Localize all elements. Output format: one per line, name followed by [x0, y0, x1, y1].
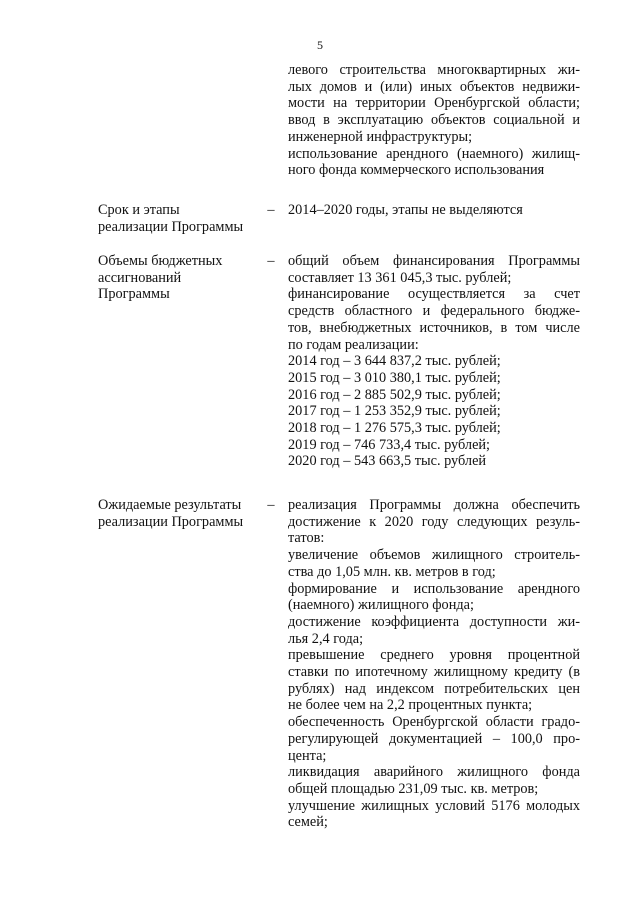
value-line: 2015 год – 3 010 380,1 тыс. рублей;	[288, 369, 501, 386]
label-line: Программы	[98, 286, 170, 303]
row-dash: –	[267, 253, 275, 269]
page-number: 5	[317, 38, 323, 52]
text-line: мости на территории Оренбургской области;	[288, 95, 580, 112]
value-line: семей;	[288, 814, 328, 831]
label-line: Срок и этапы	[98, 202, 180, 218]
text-line: использование арендного (наемного) жилищ-	[288, 145, 580, 162]
value-line: общий объем финансирования Программы	[288, 253, 580, 269]
value-line: реализация Программы должна обеспечить	[288, 497, 580, 513]
label-line: ассигнований	[98, 269, 182, 286]
value-line: достижение коэффициента доступности жи-	[288, 613, 580, 630]
text-line: ного фонда коммерческого использования	[288, 162, 545, 179]
value-line: достижение к 2020 году следующих резуль-	[288, 513, 580, 530]
label-line: Объемы бюджетных	[98, 253, 223, 269]
value-line: тов, внебюджетных источников, в том числе	[288, 319, 580, 336]
value-line: не более чем на 2,2 процентных пункта;	[288, 697, 533, 714]
label-line: Ожидаемые результаты	[98, 497, 242, 513]
row-value	[288, 497, 580, 831]
value-line: ства до 1,05 млн. кв. метров в год;	[288, 563, 496, 580]
value-line: формирование и использование арендного	[288, 580, 580, 597]
value-line: превышение среднего уровня процентной	[288, 647, 580, 664]
row-label	[98, 202, 263, 235]
value-line: средств областного и федерального бюдже-	[288, 303, 580, 320]
value-line: цента;	[288, 747, 327, 764]
value-line: общей площадью 231,09 тыс. кв. метров;	[288, 780, 539, 797]
text-line: инженерной инфраструктуры;	[288, 128, 473, 145]
row-value	[288, 202, 580, 219]
value-line: татов:	[288, 530, 325, 547]
continuation-text	[288, 62, 580, 179]
value-line: 2017 год – 1 253 352,9 тыс. рублей;	[288, 403, 501, 420]
row-dash: –	[267, 202, 275, 218]
label-line: реализации Программы	[98, 513, 244, 530]
label-line: реализации Программы	[98, 218, 244, 235]
value-line: лья 2,4 года;	[288, 630, 364, 647]
text-line: левого строительства многоквартирных жи-	[288, 62, 580, 78]
row-label	[98, 497, 263, 530]
value-line: 2020 год – 543 663,5 тыс. рублей	[288, 453, 487, 470]
value-line: составляет 13 361 045,3 тыс. рублей;	[288, 269, 512, 286]
value-line: увеличение объемов жилищного строитель-	[288, 547, 580, 564]
row-dash: –	[267, 497, 275, 513]
value-line: 2014 год – 3 644 837,2 тыс. рублей;	[288, 353, 501, 370]
value-line: улучшение жилищных условий 5176 молодых	[288, 797, 580, 814]
value-line: 2016 год – 2 885 502,9 тыс. рублей;	[288, 386, 501, 403]
text-line: лых домов и (или) иных объектов недвижи-	[288, 78, 580, 95]
value-line: 2014–2020 годы, этапы не выделяются	[288, 202, 523, 218]
value-line: 2018 год – 1 276 575,3 тыс. рублей;	[288, 420, 501, 437]
value-line: по годам реализации:	[288, 336, 419, 353]
value-line: регулирующей документацией – 100,0 про-	[288, 730, 580, 747]
row-label	[98, 253, 263, 303]
value-line: финансирование осуществляется за счет	[288, 286, 580, 303]
text-line: ввод в эксплуатацию объектов социальной и	[288, 112, 580, 129]
value-line: обеспеченность Оренбургской области градо-	[288, 714, 580, 731]
value-line: ставки по ипотечному жилищному кредиту (в	[288, 664, 580, 681]
value-line: 2019 год – 746 733,4 тыс. рублей;	[288, 436, 491, 453]
value-line: рублях) над индексом потребительских цен	[288, 680, 580, 697]
value-line: ликвидация аварийного жилищного фонда	[288, 764, 580, 781]
row-value	[288, 253, 580, 470]
value-line: (наемного) жилищного фонда;	[288, 597, 474, 614]
